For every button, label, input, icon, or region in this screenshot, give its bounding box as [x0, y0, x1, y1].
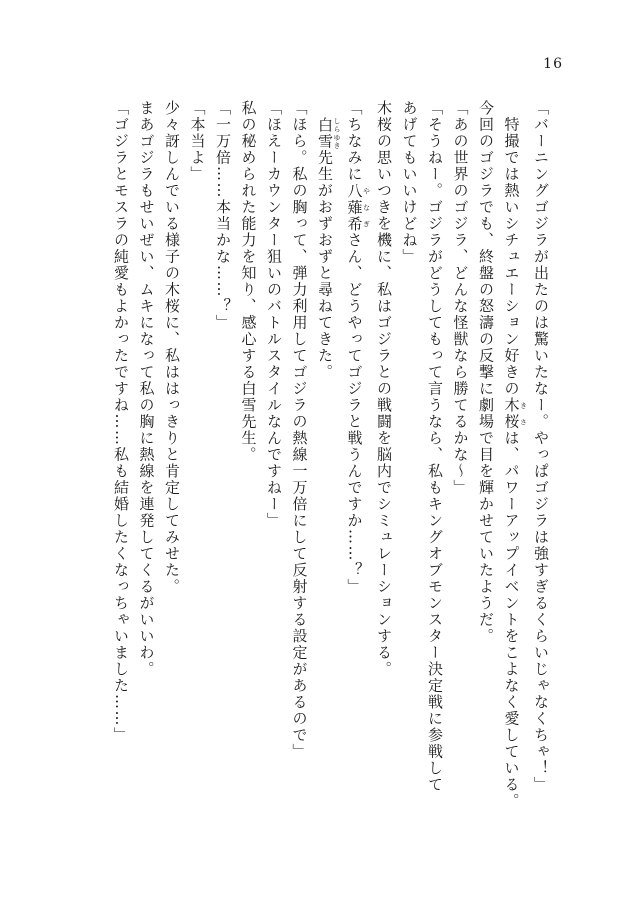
novel-text-column	[108, 100, 554, 810]
text-line: 白雪 しらゆき先生がおずおずと尋ねてきた。	[316, 116, 341, 381]
text-line: 「ゴジラとモスラの純愛もよかったですね……私も結婚したくなっちゃいました……」	[112, 100, 130, 744]
text-line: 「ほえーカウンター狙いのバトルスタイルなんですねー」	[265, 100, 283, 529]
text-line: 「あの世界のゴジラ、どんな怪獣なら勝てるかな～」	[451, 100, 470, 496]
text-line: 少々訝しんでいる様子の木桜に、私ははっきりと肯定してみせた。	[163, 100, 181, 595]
ruby-yanagi: 八薙希 やなぎ	[345, 182, 371, 232]
text-line: 木桜の思いつきを機に、私はゴジラとの戦闘を脳内でシミュレーションする。	[375, 100, 393, 678]
text-line: あげてもいいけどね」	[400, 100, 419, 265]
text-line: 私の秘められた能力を知り、感心する白雪先生。	[239, 100, 258, 463]
text-line: 今回のゴジラでも、終盤の怒濤の反撃に劇場で目を輝かせていたようだ。	[477, 100, 495, 645]
page-number: 16	[543, 56, 563, 72]
ruby-kisakura: 木桜 きさ	[502, 397, 528, 430]
text-line: まあゴジラもせいぜい、ムキになって私の胸に熱線を連発してくるがいいわ。	[137, 100, 156, 678]
text-line: 「バーニングゴジラが出たのは驚いたなー。やっぱゴジラは強すぎるくらいじゃなくちゃ！」	[532, 100, 550, 793]
text-line: 「ほら。私の胸って、弾力利用してゴジラの熱線一万倍にして反射する設定があるので」	[290, 100, 309, 760]
ruby-shirayuki: 白雪 しらゆき	[316, 116, 341, 150]
text-line: 「そうねー。ゴジラがどうしてもって言うなら、私もキングオブモンスター決定戦に参戦して	[426, 100, 444, 793]
text-line: 「一万倍……本当かな……？」	[214, 100, 232, 331]
text-line: 特撮では熱いシチュエーション好きの木桜 きさは、パワーアップイベントをこよなく愛している。	[502, 100, 528, 810]
text-line: 「ちなみに八薙希 やなぎさん、どうやってゴジラと戦うんですか……？」	[345, 100, 371, 595]
text-line: 「本当よ」	[188, 100, 207, 183]
